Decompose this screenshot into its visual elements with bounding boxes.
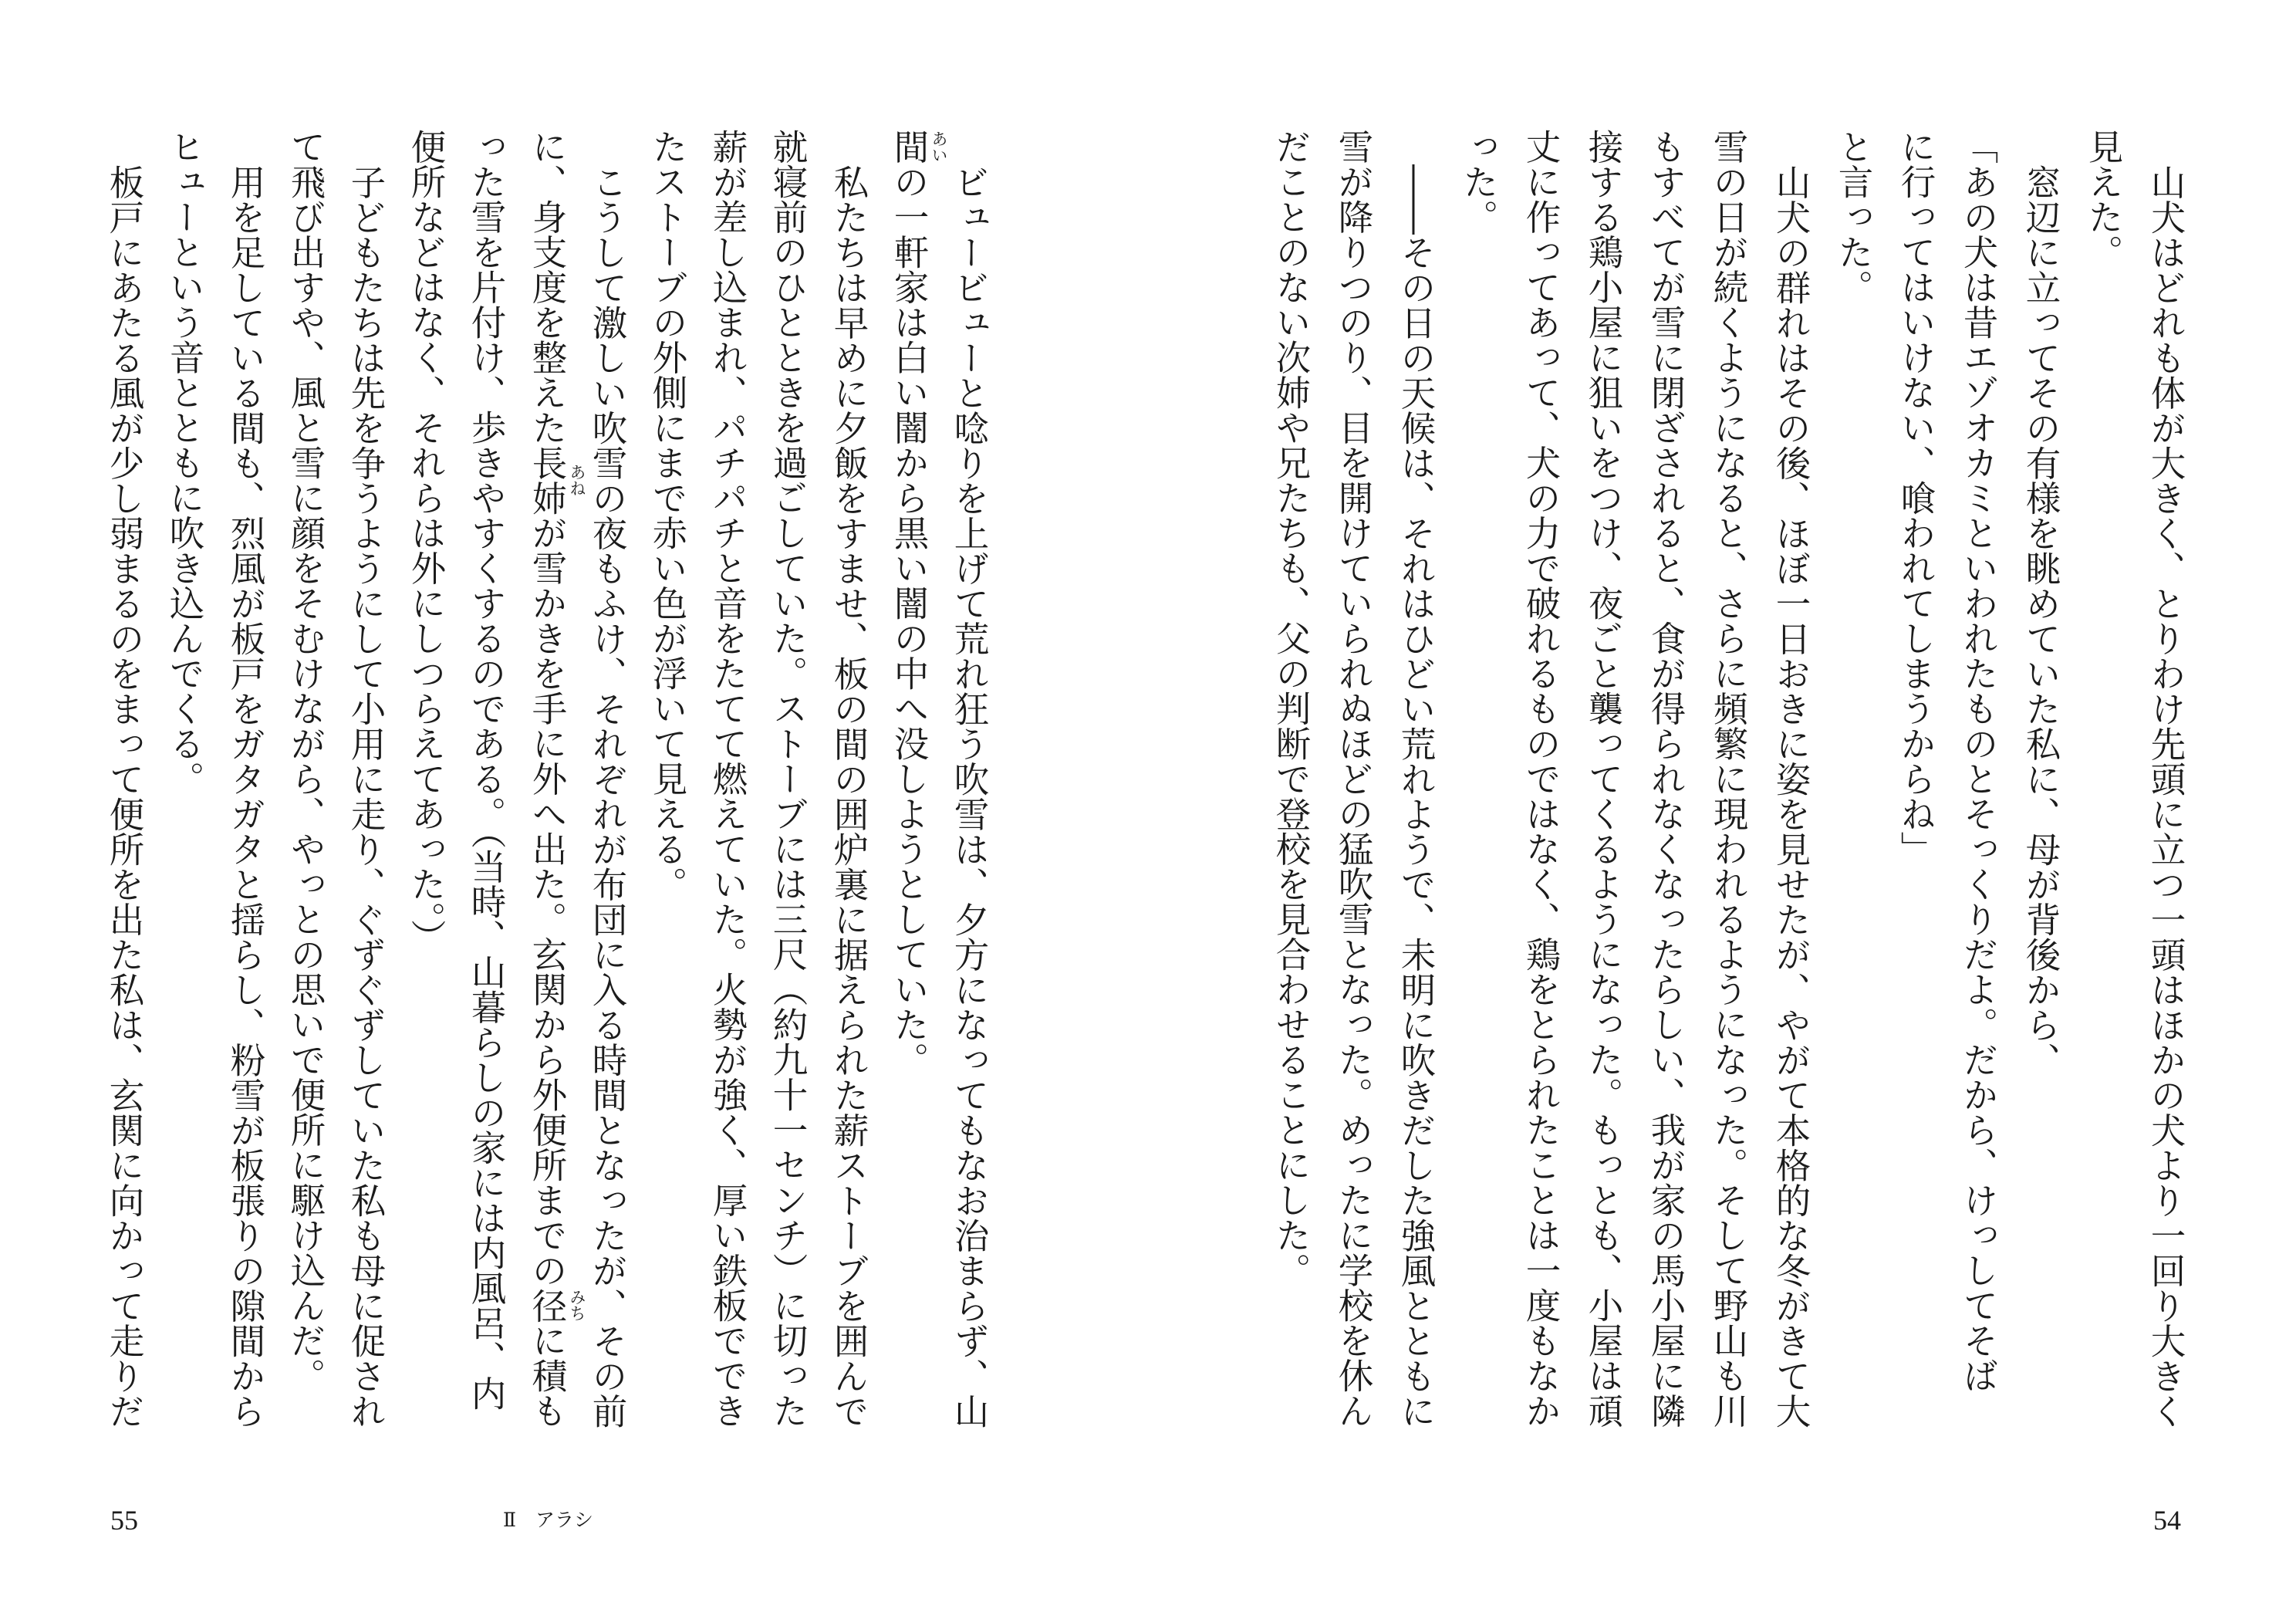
- text-column: と言った。: [1833, 129, 1874, 305]
- ruby-base: 間: [889, 129, 930, 164]
- text-column: 接する鶏小屋に狙いをつけ、夜ごと襲ってくるようになった。もっとも、小屋は頑: [1583, 129, 1624, 1428]
- running-head: Ⅱ アラシ: [503, 1509, 593, 1531]
- text-column: 私たちは早めに夕飯をすませ、板の間の囲炉裏に据えられた薪ストーブを囲んで: [829, 164, 869, 1428]
- text-column: 見えた。: [2083, 129, 2124, 269]
- text-column: 板戸にあたる風が少し弱まるのをまって便所を出た私は、玄関に向かって走りだ: [104, 164, 145, 1428]
- text-column: に行ってはいけない、喰われてしまうからね」: [1896, 129, 1936, 867]
- text-column: ――その日の天候は、それはひどい荒れようで、未明に吹きだした強風とともに: [1396, 164, 1437, 1428]
- text-column: 山犬はどれも体が大きく、とりわけ先頭に立つ一頭はほかの犬より一回り大きく: [2146, 164, 2186, 1428]
- text-column: 雪が降りつのり、目を開けていられぬほどの猛吹雪となった。めったに学校を休ん: [1333, 129, 1374, 1428]
- text-run: の一軒家は白い闇から黒い闇の中へ没しようとしていた。: [889, 164, 930, 1077]
- text-run: が雪かきを手に外へ出た。玄関から外便所までの: [527, 515, 568, 1288]
- text-column: ビュービューと唸りを上げて荒れ狂う吹雪は、夕方になってもなお治まらず、山: [949, 164, 990, 1428]
- text-column: 子どもたちは先を争うようにして小用に走り、ぐずぐずしていた私も母に促され: [346, 164, 387, 1428]
- right-page: [1148, 0, 2296, 1619]
- text-run: に積も: [527, 1323, 568, 1428]
- page-number: 55: [110, 1505, 138, 1536]
- text-column: て飛び出すや、風と雪に顔をそむけながら、やっとの思いで便所に駆け込んだ。: [285, 129, 326, 1393]
- text-column: 薪が差し込まれ、パチパチと音をたてて燃えていた。火勢が強く、厚い鉄板ででき: [707, 129, 748, 1428]
- text-run: に、身支度を整えた: [527, 129, 568, 445]
- page-number: 54: [2153, 1505, 2181, 1536]
- ruby-base: 径: [527, 1287, 568, 1323]
- text-column: った雪を片付け、歩きやすくするのである。（当時、山暮らしの家には内風呂、内: [466, 129, 507, 1411]
- text-column: [886, 129, 948, 1487]
- text-column: ヒューという音とともに吹き込んでくる。: [164, 129, 205, 796]
- text-column: 雪の日が続くようになると、さらに頻繁に現われるようになった。そして野山も川: [1708, 129, 1749, 1428]
- text-column: 用を足している間も、烈風が板戸をガタガタと揺らし、粉雪が板張りの隙間から: [225, 164, 266, 1428]
- ruby-text: あね: [568, 464, 586, 496]
- ruby-base: 長姉: [527, 444, 568, 515]
- ruby-group: [889, 129, 948, 164]
- text-column: 窓辺に立ってその有様を眺めていた私に、母が背後から、: [2021, 164, 2061, 1077]
- text-column: った。: [1458, 129, 1499, 235]
- text-column: 就寝前のひとときを過ごしていた。ストーブには三尺（約九十一センチ）に切った: [768, 129, 809, 1428]
- ruby-group: [527, 1287, 586, 1323]
- text-column: 「あの犬は昔エゾオカミといわれたものとそっくりだよ。だから、けっしてそば: [1958, 129, 1999, 1393]
- text-column: 便所などはなく、それらは外にしつらえてあった。）: [406, 129, 447, 955]
- text-column: たストーブの外側にまで赤い色が浮いて見える。: [647, 129, 688, 901]
- text-column: こうして激しい吹雪の夜もふけ、それぞれが布団に入る時間となったが、その前: [587, 164, 628, 1428]
- ruby-text: みち: [568, 1289, 586, 1322]
- text-column: 丈に作ってあって、犬の力で破れるものではなく、鶏をとられたことは一度もなか: [1521, 129, 1562, 1428]
- ruby-group: [527, 444, 586, 515]
- text-column: もすべてが雪に閉ざされると、食が得られなくなったらしい、我が家の馬小屋に隣: [1646, 129, 1687, 1428]
- text-column: だことのない次姉や兄たちも、父の判断で登校を見合わせることにした。: [1271, 129, 1312, 1288]
- text-column: 山犬の群れはその後、ほぼ一日おきに姿を見せたが、やがて本格的な冬がきて大: [1771, 164, 1811, 1428]
- text-column: [524, 129, 586, 1487]
- ruby-text: あい: [930, 130, 948, 163]
